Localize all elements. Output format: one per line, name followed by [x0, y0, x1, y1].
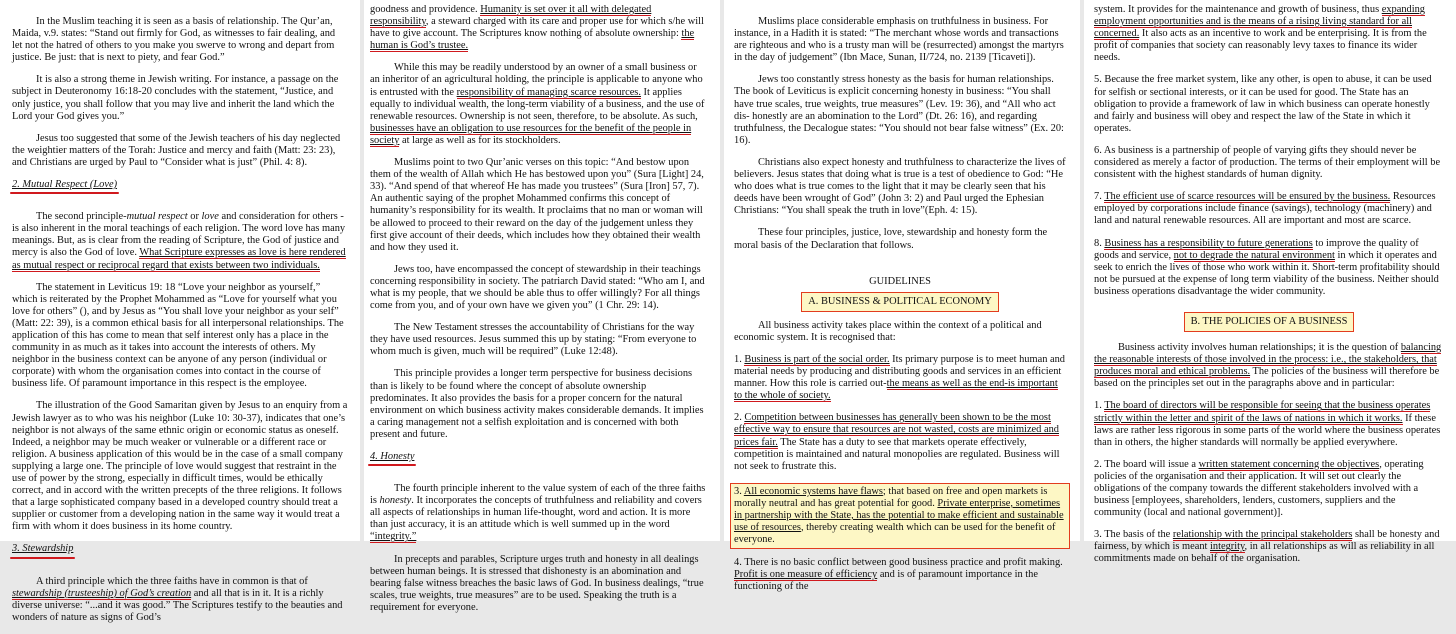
text: to improve the quality of goods and service,: [1094, 237, 1419, 261]
highlighted-text: relationship with the principal stakeholders: [1172, 529, 1353, 541]
paragraph: [12, 576, 348, 624]
text: It applies equally to individual wealth, the long-term viability of a business, and the use of renewable resources. Ownership is not seen, therefore, to be absolute. As such,: [370, 86, 705, 122]
highlighted-text: The efficient use of scarce resources will be ensured by the business.: [1104, 191, 1391, 203]
text: The policies of the business will therefore be based on the principles set out in the paragraphs above and in particular:: [1094, 366, 1440, 390]
paragraph: Jews too, have encompassed the concept of stewardship in their teachings concerning responsibility in society. The patriarch David stated: “Who am I, and what is my people, that we should be able thus to offer willingly? For all things come from you, and of your own have we given you” (1 Chr. 29: 14).: [370, 263, 705, 312]
page-1-column: [12, 16, 348, 634]
boxed-paragraph: [730, 483, 1070, 549]
text: A third principle which the three faiths have in common is that of: [36, 575, 308, 587]
text: mutual respect: [126, 211, 188, 223]
highlighted-text: the human is God’s trustee.: [370, 28, 695, 52]
underlined-text: All economic systems have flaws: [743, 485, 883, 497]
underlined-text: Private enterprise, sometimes in partnership with the State, has the potential to make efficient and sustainable use of resources: [734, 497, 1064, 534]
highlighted-text: responsibility of managing scarce resources.: [456, 86, 641, 98]
text: in which it operates and seek to enrich the lives of those who work within it. Short-term profitability should not be pursued at the expense of long term viability of the business. Neither should business operations disadvantage the wider community.: [1094, 249, 1440, 297]
highlighted-text: Business is part of the social order.: [744, 353, 890, 365]
paragraph: Jesus too suggested that some of the Jewish teachers of his day neglected the weightier matters of the Torah: Justice and mercy and faith (Matt: 23: 23), and Christians are urged by Paul to “Consider what is just” (Phil. 4: 8).: [12, 132, 341, 168]
highlighted-text: Profit is one measure of efficiency: [734, 569, 878, 581]
text: 2. The board will issue a: [1094, 458, 1199, 470]
paragraph: [370, 4, 706, 52]
highlighted-text: the means as well as the end-is important to the whole of society.: [734, 378, 1058, 402]
paragraph: [370, 62, 706, 147]
text: , thereby creating wealth which can be used for the benefit of everyone.: [734, 522, 1056, 546]
paragraph: The New Testament stresses the accountability of Christians for the way they have used resources. Jesus summed this up by stating: “From everyone to whom much is given, much will be required” (Luke 12:48).: [370, 322, 697, 358]
text: Business activity involves human relationships; it is the question of: [1118, 342, 1401, 354]
text: , in all relationships as will as reliability in all commitments made on behalf of the organisation.: [1094, 541, 1435, 565]
text: Its primary purpose is to meet human and material needs by producing and distributing goods and services in an efficient manner. How this role is carried out-: [734, 353, 1065, 390]
text: 8.: [1094, 237, 1105, 249]
text: and all that is in it. It is a richly diverse universe: “...and it was good.” The Scriptures testify to the beauties and wonders of nature as signs of God’s: [12, 587, 343, 623]
text: , operating policies of the organisation and their application. It will set out clearly the obligations of the company towards the different stakeholders involved with a business [employees, shareholders, lenders, customers, suppliers and the community (local and national government)].: [1094, 458, 1424, 519]
paragraph: [1094, 191, 1444, 227]
highlighted-text: expanding employment opportunities and is the means of a rising living standard for all concerned.: [1094, 4, 1426, 40]
paragraph: The statement in Leviticus 19: 18 “Love your neighbor as yourself,” which is reiterated by the Prophet Mohammed as “Love for yourself what you love for others” (), and by Jesus as “You shall love your neighbor as your self” (Matt: 22: 39), is a common ethical basis for all interpersonal relationships. The application of this has come to mean that self interest only has a place in the community in as much as it takes into account the interests of others. My neighbor in the business context can be anyone of any person (individual or corporate) with whom the organisation comes into contact in the course of business life. Of paramount importance in this respect is the employee.: [12, 281, 344, 390]
page-4: [1084, 0, 1456, 565]
text: The fourth principle inherent to the value system of each of the three faiths is: [370, 483, 706, 507]
text: If these laws are rather less rigorous in some parts of the world where the business operates than in others, the higher standards will normally be applied everywhere.: [1094, 412, 1441, 448]
section-heading-honesty: 4. Honesty: [370, 451, 415, 462]
text: While this may be readily understood by an owner of a small business or an inheritor of an agricultural holding, the principle is applicable to anyone who is entrusted with the: [370, 62, 703, 98]
text: at large as well as for its stockholders.: [399, 134, 561, 146]
paragraph: 5. Because the free market system, like any other, is open to abuse, it can be used for selfish or sectional interests, or it can be used for good. The State has an obligation to provide a framework of law in which business can operate honestly and fairly and business will obey and respect the law of the State in which it operates.: [1094, 74, 1432, 134]
page-3-column: [734, 16, 1066, 604]
text: honesty: [379, 495, 412, 507]
page-4-column: [1094, 4, 1444, 576]
highlighted-text: integrity: [1210, 541, 1245, 553]
highlighted-text: The board of directors will be responsible for seeing that the business operates strictly within the letter and spirit of the laws of nations in which it works.: [1094, 400, 1431, 424]
guidelines-heading: GUIDELINES: [869, 275, 931, 287]
paragraph: [1094, 4, 1444, 64]
paragraph: Muslims point to two Qur’anic verses on this topic: “And bestow upon them of the wealth of Allah which He has bestowed upon you” (Sura [Light] 24, 33). “And spend of that whereof He has made you trustees” (Sura [Iron] 57, 7). An authentic saying of the prophet Mohammed confirms this concept of humanity’s responsibility for its wealth. It proclaims that no man or woman will be allowed to proceed to their reward on the day of the judgement unless they first give account of their deeds, which includes how they obtained their wealth and how they used it.: [370, 157, 704, 253]
paragraph: [734, 354, 1066, 402]
paragraph: [1094, 459, 1444, 519]
text: 1.: [734, 353, 745, 365]
page-2: [364, 0, 720, 613]
text: The State has a duty to see that markets operate effectively, competition is maintained and natural monopolies are regulated. Business will not seek to frustrate this.: [734, 436, 1060, 472]
paragraph: 6. As business is a partnership of people of varying gifts they should never be considered as merely a factor of production. The terms of their employment will be consistent with the highest standards of human dignity.: [1094, 144, 1441, 181]
paragraph: In the Muslim teaching it is seen as a basis of relationship. The Qur’an, Maida, v.9. states: “Stand out firmly for God, as witnesses to fair dealing, and let not the hatred of others to you make you swerve to wrong and depart from justice. Be just: that is next to piety, and fear God.”: [12, 16, 336, 64]
text: It also acts as an incentive to work and be enterprising. It is from the profit of companies that society can reasonably levy taxes to finance its wider needs.: [1094, 28, 1427, 64]
text: and is of paramount importance in the functioning of the: [734, 569, 1038, 593]
highlighted-text: businesses have an obligation to use resources for the benefit of the people in society: [370, 122, 692, 146]
paragraph: Christians also expect honesty and truthfulness to characterize the lives of believers. Jesus states that doing what is true is a test of obedience to God: “He who does what is true comes to the light that it may be clearly seen that his deeds have been wrought of God” (John 3: 2) and Paul urged the Ephesian Christians: “You shall speak the truth in love”(Eph. 4: 15).: [734, 156, 1066, 217]
text: ; that based on free and open markets is morally neutral and has great potential for good.: [734, 485, 1048, 509]
section-heading-stewardship: 3. Stewardship: [12, 543, 74, 555]
text: 7.: [1094, 191, 1105, 203]
highlighted-text: stewardship (trusteeship) of God’s creation: [12, 587, 192, 599]
highlighted-text: Humanity is set over it all with delegated responsibility: [370, 4, 652, 28]
paragraph: [734, 412, 1066, 472]
text: 3.: [734, 485, 744, 497]
highlighted-text: written statement concerning the objectives: [1198, 458, 1380, 470]
text: and consideration for others -is also inherent in the moral teachings of each religion. The word love has many meanings. But, as is clear from the reading of Scripture, the God of justice and mercy is also the God of love.: [12, 211, 346, 259]
paragraph: [12, 211, 348, 271]
paragraph: All business activity takes place within the context of a political and economic system. It is recognised that:: [734, 319, 1042, 343]
paragraph: [1094, 238, 1444, 298]
highlighted-text: What Scripture expresses as love is here rendered as mutual respect or reciprocal regard that exists between two individuals.: [12, 247, 346, 271]
text: 3. The basis of the: [1094, 529, 1173, 541]
text: 2.: [734, 412, 745, 424]
text: . It incorporates the concepts of truthfulness and reliability and covers all aspects of relationships in human life-thought, word and action. It is more than just accuracy, it is an attitude which is well summed up in the word: [370, 495, 702, 531]
highlighted-text: Business has a responsibility to future generations: [1104, 237, 1313, 249]
highlighted-text: not to degrade the natural environment: [1173, 249, 1335, 261]
text: love: [201, 211, 219, 223]
section-heading-mutual-respect: 2. Mutual Respect (Love): [12, 179, 118, 191]
page-3: [724, 0, 1080, 593]
paragraph: In precepts and parables, Scripture urges truth and honesty in all dealings between human beings. It is stressed that dishonesty is an abomination and bearing false witness breaches the basic laws of God. In business dealings, “true scales, true weights, true measures” are to be used. Speaking the truth is a requirement for everyone.: [370, 553, 704, 613]
text: goodness and providence.: [370, 4, 481, 15]
highlighted-text: Competition between businesses has generally been shown to be the most effective way to ensure that resources are not wasted, costs are minimized and prices fair.: [734, 412, 1059, 448]
text: 4. There is no basic conflict between good business practice and profit making.: [734, 557, 1063, 569]
text: shall be honesty and fairness, by which is meant: [1094, 529, 1440, 553]
text: 1.: [1094, 400, 1105, 412]
text: Resources employed by corporations include finance (savings), technology (machinery) and land and natural renewable resources. All are important and most are scarce.: [1094, 191, 1436, 227]
highlighted-text: balancing the reasonable interests of those involved in the process: i.e., the stakeholders, that produces moral and ethical problems.: [1094, 342, 1442, 378]
paragraph: [1094, 529, 1444, 565]
paragraph: Muslims place considerable emphasis on truthfulness in business. For instance, in a Hadith it is stated: “The merchant whose words and transactions are righteous and who is a trusty man will be (resurrected) amongst the martyrs in the day of judgement” (Ibn Mace, Sunan, II/724, no. 2139 [Ticaveti]).: [734, 16, 1064, 64]
page-1: [0, 0, 360, 623]
paragraph: These four principles, justice, love, stewardship and honesty form the moral basis of the Declaration that follows.: [734, 227, 1048, 251]
section-box-policies-of-a-business: B. THE POLICIES OF A BUSINESS: [1184, 312, 1355, 332]
paragraph: This principle provides a longer term perspective for business decisions than is likely to be found where the concept of absolute ownership predominates. It also provides the basis for a proper concern for the natural environment on which business activity makes considerable demands. It implies a caring management not a selfish exploitation and is concerned with both present and future.: [370, 368, 704, 440]
paragraph: [370, 483, 706, 543]
section-box-business-political-economy: A. BUSINESS & POLITICAL ECONOMY: [801, 292, 998, 312]
text: The second principle-: [36, 211, 127, 223]
paragraph: [734, 557, 1066, 593]
paragraph: [1094, 342, 1444, 390]
text: system. It provides for the maintenance and growth of business, thus: [1094, 4, 1382, 15]
highlighted-text: “integrity.”: [370, 531, 417, 543]
paragraph: The illustration of the Good Samaritan given by Jesus to an enquiry from a Jewish lawyer as to who was his neighbor (Luke 10: 30-37), indicates that one’s neighbor is not always of the same ethnic origin or economic status as oneself. Indeed, a neighbor may be much weaker or vulnerable or a different race or religion. A business application of this would be in the case of a small company supplying a large one. The principle of love would suggest that restraint in the use of power by the strong, especially in difficult times, would be ethically correct, and in accord with the written precepts of the three religions. It follows that a large sophisticated company based in a developed country should treat a supplier or customer from a developing nation in the same way it would treat a firm with whom it does business in its home country.: [12, 400, 348, 533]
text: , a steward charged with its care and proper use for which s/he will have to give account. The Scriptures know nothing of absolute ownership:: [370, 16, 704, 40]
text: or: [187, 211, 202, 223]
paragraph: It is also a strong theme in Jewish writing. For instance, a passage on the subject in Deuteronomy 16:18-20 concludes with the statement, “Justice, and only justice, you shall follow that you may live and inherit the land which the Lord your God gives you.”: [12, 74, 339, 122]
paragraph: [1094, 400, 1444, 448]
page-2-column: [370, 4, 706, 624]
paragraph: Jews too constantly stress honesty as the basis for human relationships. The book of Leviticus is explicit concerning honesty in business: “You shall have true scales, true weights, true measures” (Lev. 19: 36), and “All who act dis- honestly are an abomination to the Lord” (Dt. 26: 16), and regarding truthfulness, the Decalogue states: “You should not bear false witness” (Ex. 20: 16).: [734, 74, 1064, 146]
